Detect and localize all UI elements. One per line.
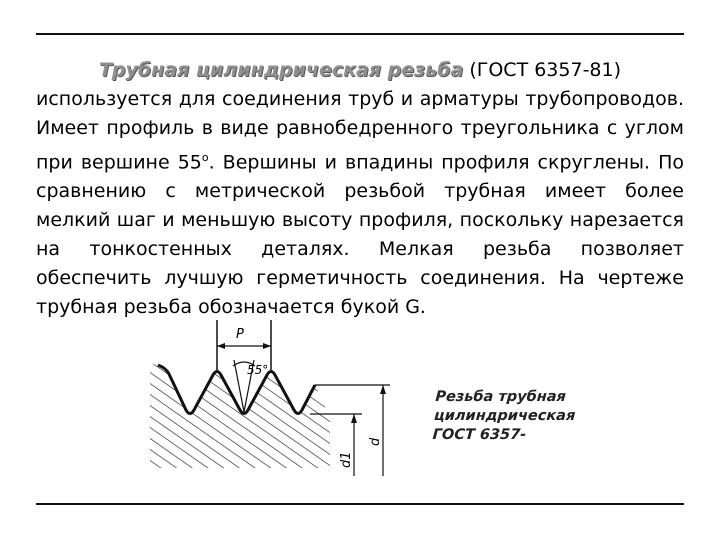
- outer-diameter-label: d: [368, 437, 383, 446]
- slide-title: [36, 57, 684, 83]
- description-paragraph: [36, 85, 684, 322]
- inner-diameter-arrow: [351, 414, 357, 423]
- paragraph-line: обеспечить лучшую герметичность соединения. На чертеже: [36, 267, 684, 290]
- angle-label: 55°: [247, 363, 269, 377]
- thread-profile-drawing: [150, 318, 400, 478]
- outer-diameter-arrow: [380, 385, 386, 394]
- paragraph-line-part: при вершине 55: [36, 151, 202, 174]
- paragraph-line: [36, 143, 684, 177]
- top-rule: [36, 33, 684, 35]
- title-standard: (ГОСТ 6357-81): [463, 59, 622, 81]
- hatched-section: [150, 358, 335, 473]
- inner-diameter-label: d1: [339, 451, 354, 468]
- paragraph-line: мелкий шаг и меньшую высоту профиля, поскольку нарезается: [36, 209, 684, 232]
- callout-line: ГОСТ 6357-: [432, 427, 527, 443]
- title-emphasis: Трубная цилиндрическая резьба: [98, 59, 464, 81]
- paragraph-line: Имеет профиль в виде равнобедренного треугольника с углом: [36, 117, 684, 139]
- degree-superscript: о: [201, 151, 209, 164]
- paragraph-line: используется для соединения труб и арматуры трубопроводов.: [36, 88, 684, 110]
- paragraph-line: на тонкостенных деталях. Мелкая резьба позволяет: [36, 238, 684, 261]
- pitch-label: P: [236, 327, 244, 342]
- bottom-rule: [36, 503, 684, 505]
- thread-designation-callout: [432, 388, 577, 445]
- callout-line: цилиндрическая: [433, 408, 576, 424]
- paragraph-line: трубная резьба обозначается букой G.: [36, 296, 426, 319]
- callout-line: Резьба трубная: [434, 389, 567, 405]
- paragraph-line: сравнению с метрической резьбой трубная имеет более: [36, 180, 684, 203]
- paragraph-line-part: . Вершины и впадины профиля скруглены. По: [208, 151, 684, 174]
